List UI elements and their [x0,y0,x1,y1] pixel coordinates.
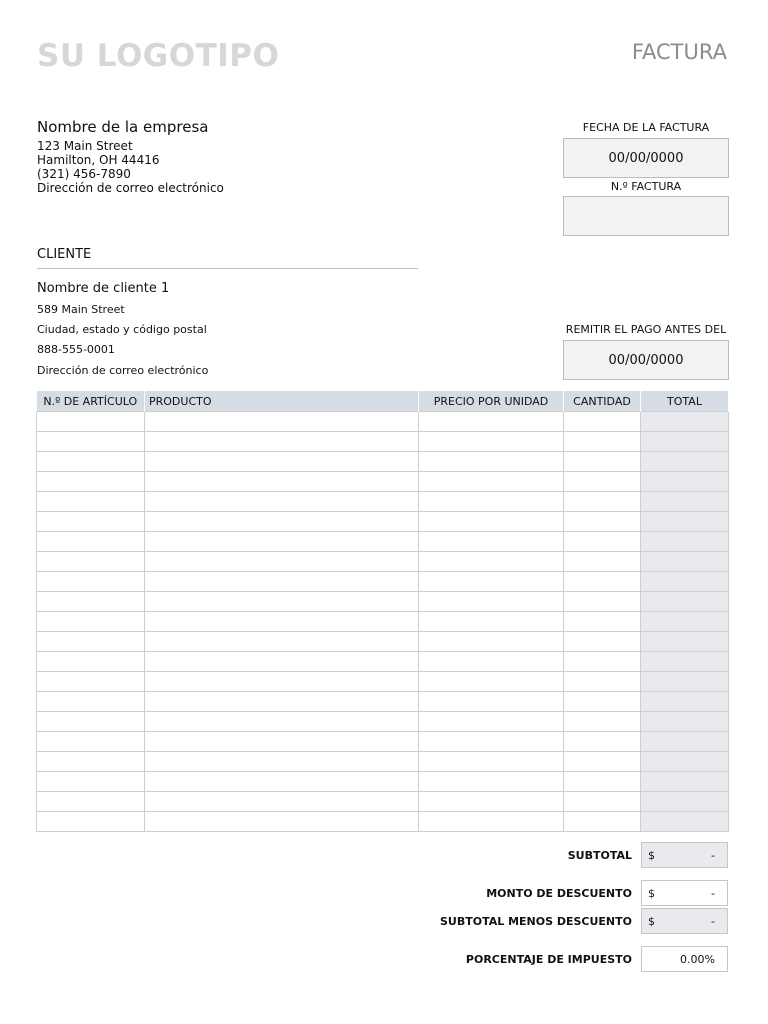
table-header-row [37,391,729,412]
table-row [37,432,729,452]
discount-currency: $ [648,886,655,900]
unit-price-cell[interactable] [419,492,564,512]
quantity-cell[interactable] [564,492,641,512]
subtotal-value: - [711,848,715,862]
discount-label: MONTO DE DESCUENTO [486,887,632,900]
product-cell[interactable] [145,492,419,512]
quantity-cell[interactable] [564,432,641,452]
item-number-cell[interactable] [37,792,145,812]
quantity-cell[interactable] [564,752,641,772]
unit-price-cell[interactable] [419,752,564,772]
product-cell[interactable] [145,592,419,612]
client-street: 589 Main Street [37,303,125,316]
tax-rate-label: PORCENTAJE DE IMPUESTO [465,953,632,966]
quantity-cell[interactable] [564,452,641,472]
document-title: FACTURA [631,40,727,64]
table-row [37,652,729,672]
client-name: Nombre de cliente 1 [37,281,170,296]
subtotal-less-discount-field [641,908,728,934]
unit-price-cell[interactable] [419,512,564,532]
total-cell [641,552,729,572]
table-row [37,472,729,492]
table-row [37,772,729,792]
product-cell[interactable] [145,812,419,832]
subtotal-less-discount-label: SUBTOTAL MENOS DESCUENTO [439,915,632,928]
table-row [37,712,729,732]
unit-price-cell[interactable] [419,432,564,452]
quantity-cell[interactable] [564,632,641,652]
unit-price-cell[interactable] [419,632,564,652]
table-row [37,812,729,832]
product-cell[interactable] [145,532,419,552]
tax-rate-field[interactable] [641,946,728,972]
quantity-cell[interactable] [564,532,641,552]
total-cell [641,572,729,592]
product-cell[interactable] [145,792,419,812]
subtotal-currency: $ [648,848,655,862]
total-cell [641,772,729,792]
table-row [37,492,729,512]
item-number-cell[interactable] [37,612,145,632]
quantity-cell[interactable] [564,512,641,532]
total-cell [641,412,729,432]
subtotal-less-discount-value: - [711,914,715,928]
unit-price-cell[interactable] [419,792,564,812]
company-city: Hamilton, OH 44416 [37,153,160,167]
item-number-cell[interactable] [37,492,145,512]
quantity-cell[interactable] [564,772,641,792]
unit-price-cell[interactable] [419,472,564,492]
product-cell[interactable] [145,692,419,712]
unit-price-cell[interactable] [419,772,564,792]
subtotal-less-discount-currency: $ [648,914,655,928]
total-cell [641,592,729,612]
items-table [36,391,729,832]
quantity-cell[interactable] [564,472,641,492]
total-cell [641,792,729,812]
company-phone: (321) 456-7890 [37,167,131,181]
table-row [37,552,729,572]
discount-field[interactable] [641,880,728,906]
tax-rate-value: 0.00% [680,952,715,966]
subtotal-label: SUBTOTAL [567,849,632,862]
unit-price-cell[interactable] [419,412,564,432]
unit-price-cell[interactable] [419,612,564,632]
total-cell [641,432,729,452]
table-row [37,732,729,752]
subtotal-field [641,842,728,868]
item-number-cell[interactable] [37,632,145,652]
quantity-cell[interactable] [564,712,641,732]
product-cell[interactable] [145,652,419,672]
item-number-cell[interactable] [37,812,145,832]
invoice-date-field[interactable]: 00/00/0000 [563,138,729,178]
product-cell[interactable] [145,572,419,592]
col-header-quantity: CANTIDAD [564,391,641,412]
client-divider [37,268,418,269]
total-cell [641,632,729,652]
table-row [37,632,729,652]
product-cell[interactable] [145,472,419,492]
company-street: 123 Main Street [37,139,133,153]
invoice-number-label: N.º FACTURA [610,180,682,193]
product-cell[interactable] [145,552,419,572]
quantity-cell[interactable] [564,612,641,632]
table-row [37,612,729,632]
quantity-cell[interactable] [564,412,641,432]
item-number-cell[interactable] [37,712,145,732]
product-cell[interactable] [145,512,419,532]
product-cell[interactable] [145,752,419,772]
unit-price-cell[interactable] [419,572,564,592]
table-row [37,672,729,692]
total-cell [641,512,729,532]
quantity-cell[interactable] [564,692,641,712]
total-cell [641,532,729,552]
product-cell[interactable] [145,412,419,432]
quantity-cell[interactable] [564,732,641,752]
product-cell[interactable] [145,672,419,692]
table-row [37,412,729,432]
total-cell [641,692,729,712]
logo-placeholder: SU LOGOTIPO [37,38,280,74]
product-cell[interactable] [145,712,419,732]
item-number-cell[interactable] [37,672,145,692]
col-header-total: TOTAL [641,391,729,412]
client-phone: 888-555-0001 [37,343,115,356]
item-number-cell[interactable] [37,772,145,792]
due-date-label: REMITIR EL PAGO ANTES DEL [565,323,727,336]
product-cell[interactable] [145,612,419,632]
col-header-product: PRODUCTO [145,391,419,412]
item-number-cell[interactable] [37,652,145,672]
table-row [37,452,729,472]
due-date-field[interactable]: 00/00/0000 [563,340,729,380]
unit-price-cell[interactable] [419,652,564,672]
product-cell[interactable] [145,452,419,472]
client-email: Dirección de correo electrónico [37,364,209,377]
unit-price-cell[interactable] [419,812,564,832]
company-email: Dirección de correo electrónico [37,181,224,195]
product-cell[interactable] [145,772,419,792]
total-cell [641,492,729,512]
client-city: Ciudad, estado y código postal [37,323,207,336]
total-cell [641,712,729,732]
quantity-cell[interactable] [564,812,641,832]
quantity-cell[interactable] [564,552,641,572]
item-number-cell[interactable] [37,512,145,532]
product-cell[interactable] [145,732,419,752]
item-number-cell[interactable] [37,532,145,552]
company-name: Nombre de la empresa [37,118,209,136]
table-row [37,512,729,532]
col-header-unit-price: PRECIO POR UNIDAD [419,391,564,412]
unit-price-cell[interactable] [419,732,564,752]
item-number-cell[interactable] [37,472,145,492]
unit-price-cell[interactable] [419,672,564,692]
quantity-cell[interactable] [564,652,641,672]
table-row [37,752,729,772]
unit-price-cell[interactable] [419,712,564,732]
item-number-cell[interactable] [37,552,145,572]
total-cell [641,672,729,692]
total-cell [641,472,729,492]
total-cell [641,612,729,632]
total-cell [641,652,729,672]
invoice-number-field[interactable] [563,196,729,236]
product-cell[interactable] [145,432,419,452]
unit-price-cell[interactable] [419,692,564,712]
table-row [37,692,729,712]
client-heading: CLIENTE [37,247,92,262]
item-number-cell[interactable] [37,752,145,772]
total-cell [641,732,729,752]
quantity-cell[interactable] [564,792,641,812]
table-row [37,592,729,612]
product-cell[interactable] [145,632,419,652]
invoice-date-label: FECHA DE LA FACTURA [582,121,710,134]
item-number-cell[interactable] [37,412,145,432]
item-number-cell[interactable] [37,432,145,452]
item-number-cell[interactable] [37,732,145,752]
item-number-cell[interactable] [37,592,145,612]
table-row [37,792,729,812]
item-number-cell[interactable] [37,692,145,712]
unit-price-cell[interactable] [419,552,564,572]
quantity-cell[interactable] [564,572,641,592]
col-header-item-number: N.º DE ARTÍCULO [37,391,145,412]
table-row [37,572,729,592]
discount-value: - [711,886,715,900]
table-row [37,532,729,552]
total-cell [641,752,729,772]
unit-price-cell[interactable] [419,452,564,472]
unit-price-cell[interactable] [419,592,564,612]
unit-price-cell[interactable] [419,532,564,552]
quantity-cell[interactable] [564,672,641,692]
total-cell [641,452,729,472]
item-number-cell[interactable] [37,572,145,592]
quantity-cell[interactable] [564,592,641,612]
item-number-cell[interactable] [37,452,145,472]
total-cell [641,812,729,832]
